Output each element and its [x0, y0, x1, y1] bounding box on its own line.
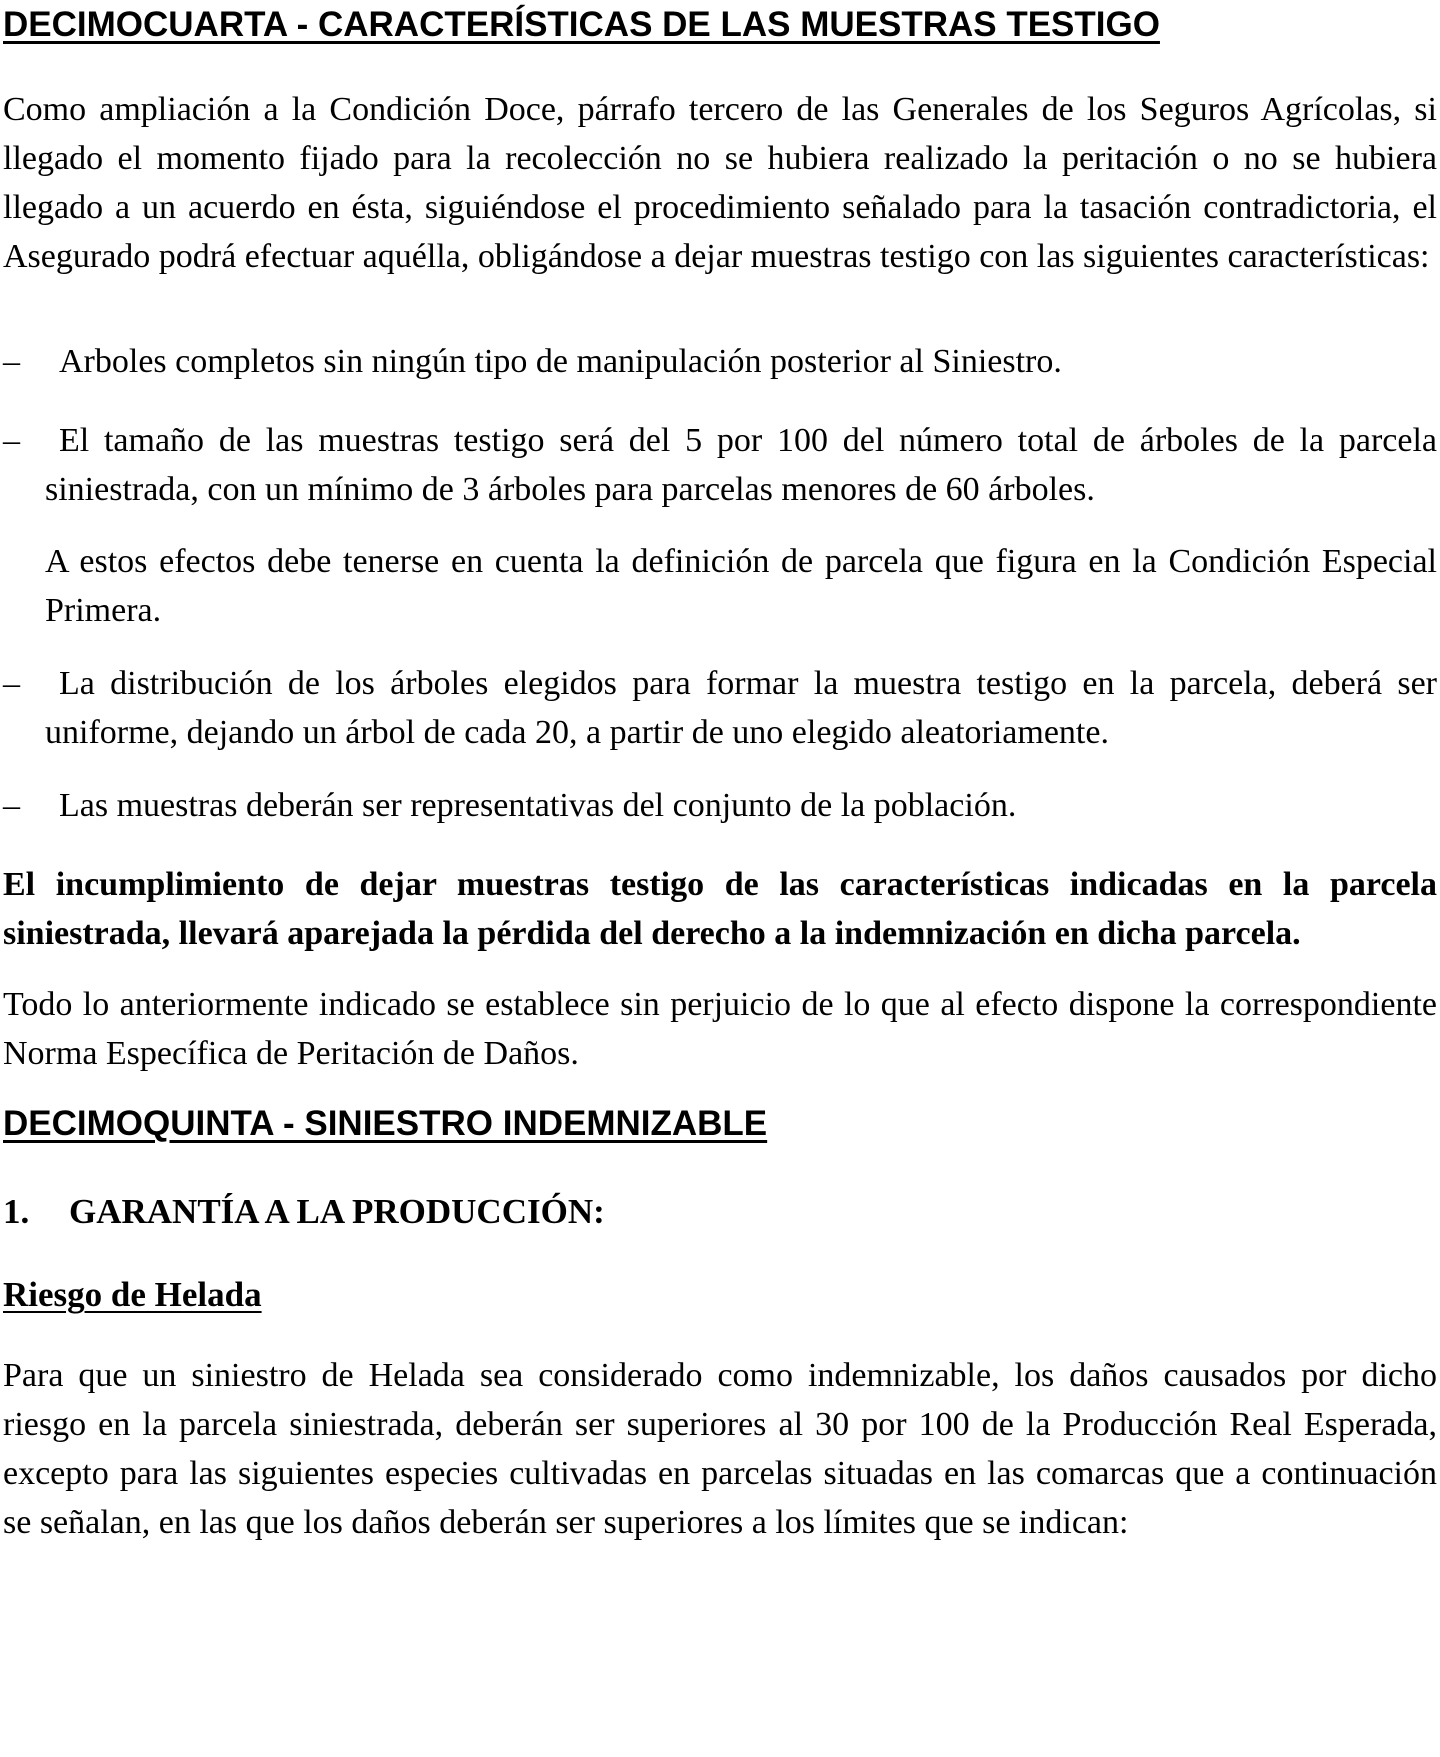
subsection-title: GARANTÍA A LA PRODUCCIÓN:: [69, 1192, 605, 1231]
list-item-2: [3, 416, 1437, 514]
section-heading-decimoquinta: DECIMOQUINTA - SINIESTRO INDEMNIZABLE: [3, 1104, 768, 1143]
subsection-number: 1.: [3, 1192, 30, 1231]
list-item-3: [3, 659, 1437, 757]
risk-paragraph: Para que un siniestro de Helada sea considerado como indemnizable, los daños causados por dicho riesgo en la parcela siniestrada, deberán ser superiores al 30 por 100 de la Producción Real Esperada, excepto para las siguientes especies cultivadas en parcelas situadas en las comarcas que a continuación se señalan, en las que los daños deberán ser superiores a los límites que se indican:: [3, 1357, 1437, 1541]
penalty-paragraph: El incumplimiento de dejar muestras testigo de las características indicadas en la parcela siniestrada, llevará aparejada la pérdida del derecho a la indemnización en dicha parcela.: [3, 866, 1437, 952]
list-item-text: Arboles completos sin ningún tipo de manipulación posterior al Siniestro.: [59, 343, 1062, 380]
dash-bullet: –: [3, 422, 20, 459]
list-item-text: El tamaño de las muestras testigo será del 5 por 100 del número total de árboles de la parcela siniestrada, con un mínimo de 3 árboles para parcelas menores de 60 árboles.: [45, 422, 1437, 508]
section-heading-decimocuarta: DECIMOCUARTA - CARACTERÍSTICAS DE LAS MUESTRAS TESTIGO: [3, 5, 1160, 44]
list-item-text: Las muestras deberán ser representativas del conjunto de la población.: [59, 787, 1017, 824]
list-item-2-note: A estos efectos debe tenerse en cuenta la definición de parcela que figura en la Condición Especial Primera.: [45, 543, 1437, 629]
intro-paragraph: Como ampliación a la Condición Doce, párrafo tercero de las Generales de los Seguros Agrícolas, si llegado el momento fijado para la recolección no se hubiera realizado la peritación o no se hubiera llegado a un acuerdo en ésta, siguiéndose el procedimiento señalado para la tasación contradictoria, el Asegurado podrá efectuar aquélla, obligándose a dejar muestras testigo con las siguientes características:: [3, 91, 1437, 275]
dash-bullet: –: [3, 665, 20, 702]
dash-bullet: –: [3, 343, 20, 380]
list-item-4: [3, 781, 1437, 830]
closing-paragraph: Todo lo anteriormente indicado se establece sin perjuicio de lo que al efecto dispone la correspondiente Norma Específica de Peritación de Daños.: [3, 986, 1437, 1072]
subsection-heading: [3, 1190, 1437, 1234]
list-item-1: [3, 337, 1437, 386]
risk-heading: Riesgo de Helada: [3, 1275, 262, 1314]
list-item-text: La distribución de los árboles elegidos para formar la muestra testigo en la parcela, deberá ser uniforme, dejando un árbol de cada 20, a partir de uno elegido aleatoriamente.: [45, 665, 1437, 751]
dash-bullet: –: [3, 787, 20, 824]
